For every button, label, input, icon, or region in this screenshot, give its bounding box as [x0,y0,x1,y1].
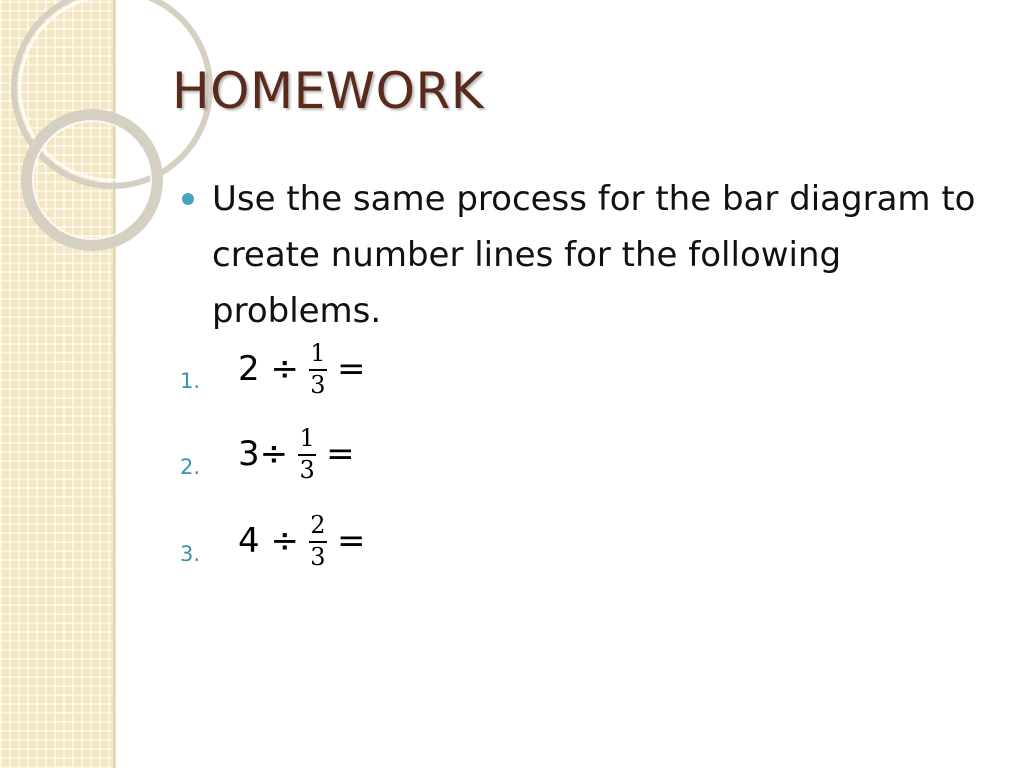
decorative-rings-icon [0,0,140,260]
bullet-text: Use the same process for the bar diagram to create number lines for the following problems. [212,179,976,331]
fraction-numerator: 2 [310,511,326,539]
bullet-dot-icon [182,193,194,205]
fraction-numerator: 1 [299,424,315,452]
problem-item-3 [180,512,580,596]
problem-number: 3. [180,542,201,566]
problem-expression [238,512,365,570]
expression-lhs: 4 ÷ [238,521,299,561]
fraction [309,340,327,398]
fraction-denominator: 3 [299,456,315,484]
problem-expression [238,425,355,483]
fraction-denominator: 3 [310,371,326,399]
problem-number: 2. [180,455,201,479]
fraction-denominator: 3 [310,543,326,571]
problem-item-1 [180,340,580,424]
expression-lhs: 3÷ [238,434,289,474]
equals-sign: = [336,521,366,561]
equals-sign: = [336,349,366,389]
problem-item-2 [180,425,580,509]
fraction [298,425,316,483]
problem-expression [238,340,365,398]
equals-sign: = [326,434,355,474]
slide-title: HOMEWORK [172,62,485,120]
expression-lhs: 2 ÷ [238,349,299,389]
fraction-numerator: 1 [310,339,326,367]
fraction [309,512,327,570]
problem-number: 1. [180,369,201,393]
